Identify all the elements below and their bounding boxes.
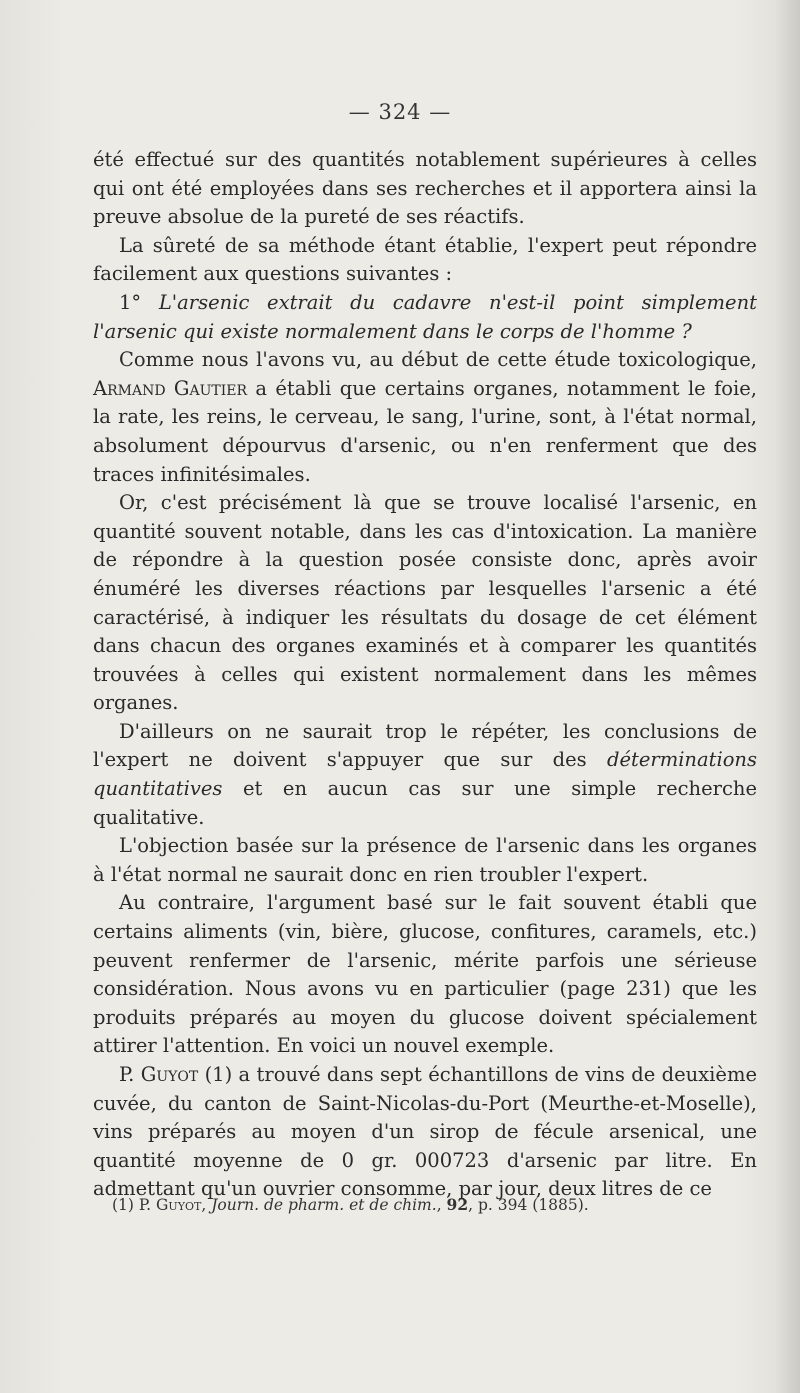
- paragraph-method: La sûreté de sa méthode étant établie, l'expert peut répondre facilement aux questions suivantes :: [93, 233, 757, 286]
- paragraph-conclusions: [93, 718, 757, 832]
- gautier-text-end: a établi que certains organes, notamment le foie, la rate, les reins, le cerveau, le sang, l'urine, sont, à l'état normal, absolument dépourvus d'arsenic, ou n'en renferment que des traces infinitésimales.: [93, 376, 758, 486]
- paragraph-continuation: été effectué sur des quantités notablement supérieures à celles qui ont été employées dans ses recherches et il apportera ainsi la preuve absolue de la pureté de ses réactifs.: [93, 148, 757, 229]
- guyot-text-start: P.: [119, 1063, 135, 1086]
- paragraph-gautier: [93, 346, 757, 489]
- footnote-journal: Journ. de pharm. et de chim.: [211, 1196, 437, 1214]
- paragraph-localization: Or, c'est précisément là que se trouve localisé l'arsenic, en quantité souvent notable, dans les cas d'intoxication. La manière de répondre à la question posée consiste donc, après avoir énuméré les diverses réactions par lesquelles l'arsenic a été caractérisé, à indiquer les résultats du dosage de cet élément dans chacun des organes examinés et à comparer les quantités trouvées à celles qui existent normalement dans les mêmes organes.: [93, 491, 757, 715]
- author-name-guyot: Guyot: [140, 1063, 199, 1086]
- footnote-volume: 92: [446, 1195, 469, 1214]
- guyot-text-end: (1) a trouvé dans sept échantillons de vins de deuxième cuvée, du canton de Saint-Nicolas-du-Port (Meurthe-et-Moselle), vins préparés au moyen d'un sirop de fécule arsenical, une quantité moyenne de 0 gr. 000723 d'arsenic par litre. En admettant qu'un ouvrier consomme, par jour, deux litres de ce: [93, 1063, 757, 1201]
- quantitative-determinations: déterminations quantitatives: [93, 748, 757, 801]
- gautier-text-start: Comme nous l'avons vu, au début de cette étude toxicologique,: [119, 348, 757, 372]
- paragraph-question-1: [93, 289, 757, 346]
- page-number: — 324 —: [348, 100, 452, 124]
- conclusions-text-end: et en aucun cas sur une simple recherche qualitative.: [93, 777, 757, 829]
- question-text: L'arsenic extrait du cadavre n'est-il point simplement l'arsenic qui existe normalement dans le corps de l'homme ?: [93, 290, 757, 343]
- conclusions-text-start: D'ailleurs on ne saurait trop le répéter, les conclusions de l'expert ne doivent s'appuyer que sur des: [93, 719, 757, 772]
- paragraph-objection: L'objection basée sur la présence de l'arsenic dans les organes à l'état normal ne saurait donc en rien troubler l'expert.: [93, 834, 757, 886]
- body-text: [93, 146, 757, 1204]
- footnote-pages: , p. 394 (1885).: [468, 1196, 589, 1214]
- footnote-author: Guyot: [156, 1196, 202, 1214]
- page-edge-shadow: [774, 0, 800, 1393]
- author-name-gautier: Armand Gautier: [93, 376, 248, 400]
- paragraph-foods: Au contraire, l'argument basé sur le fait souvent établi que certains aliments (vin, bière, glucose, confitures, caramels, etc.) peuvent renfermer de l'arsenic, mérite parfois une sérieuse considération. Nous avons vu en particulier (page 231) que les produits préparés au moyen du glucose doivent spécialement attirer l'attention. En voici un nouvel exemple.: [93, 891, 757, 1058]
- footnote-marker: (1) P.: [112, 1196, 152, 1214]
- paragraph-guyot: [93, 1061, 757, 1204]
- footnote: (1) P. Guyot, Journ. de pharm. et de chim., 92, p. 394 (1885).: [112, 1195, 589, 1214]
- question-number: 1°: [119, 290, 142, 314]
